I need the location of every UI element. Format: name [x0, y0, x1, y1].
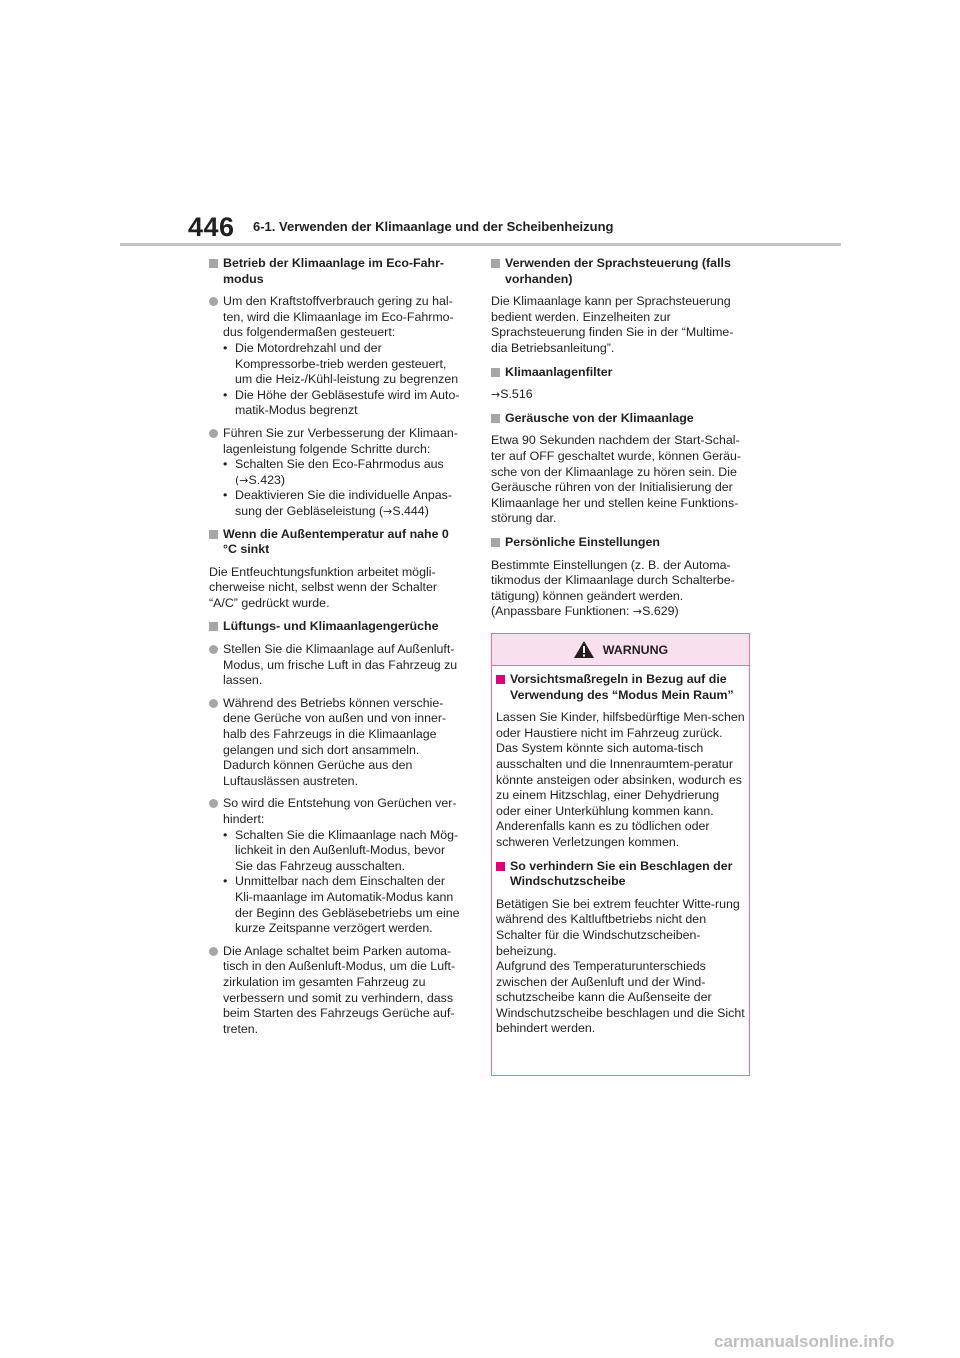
list-item: Um den Kraftstoffverbrauch gering zu hal-ten, wird die Klimaanlage im Eco-Fahrmo-dus folgendermaßen gesteuert: • Die Motordrehzahl und der Kompressorbe-trieb werden gesteuert, um die Heiz-/Kühl-leistung zu begrenzen • Die Höhe der Gebläsestufe wird im Auto-matik-Modus begrenzt: [209, 294, 465, 419]
warning-text-2b: Aufgrund des Temperaturunterschieds zwischen der Außenluft und der Wind-schutzscheibe kann die Außenseite der Windschutzscheibe beschlagen und die Sicht behindert werden.: [496, 959, 745, 1036]
eco-bullet-2-sub-1: Schalten Sie den Eco-Fahrmodus aus: [235, 457, 444, 472]
noise-heading: [491, 411, 749, 427]
warning-box: [491, 633, 750, 1076]
cold-heading: [209, 527, 465, 558]
warning-body: [492, 666, 749, 1037]
section-title: 6-1. Verwenden der Klimaanlage und der Scheibenheizung: [253, 219, 614, 234]
cold-text: Die Entfeuchtungsfunktion arbeitet mögli-cherweise nicht, selbst wenn der Schalter “A/C” gedrückt wurde.: [209, 564, 437, 610]
page-reference-link[interactable]: S.629): [642, 604, 679, 619]
round-bullet-icon: [209, 699, 218, 708]
warning-label: WARNUNG: [602, 642, 669, 657]
right-column: [491, 256, 749, 628]
list-item: [209, 944, 465, 1038]
smell-bullet-2: Während des Betriebs können verschie-dene Gerüche von außen und von inner-halb des Fahrzeugs in die Klimaanlage gelangen und sich dort ansammeln. Dadurch können Gerüche aus den Luftauslässen austreten.: [223, 695, 447, 788]
list-item: Führen Sie zur Verbesserung der Klimaan-lagenleistung folgende Schritte durch: • Schalten Sie den Eco-Fahrmodus aus (→S.423) • Deaktivieren Sie die individuelle Anpas-sung der Gebläseleistung (→S.444): [209, 426, 465, 520]
smell-bullet-1: Stellen Sie die Klimaanlage auf Außenluft-Modus, um frische Luft in das Fahrzeug zu lassen.: [223, 642, 458, 688]
eco-heading: [209, 256, 465, 287]
page-number: 446: [188, 212, 235, 242]
eco-bullet-2-sub-2: Deaktivieren Sie die individuelle Anpas-sung der Gebläseleistung (: [235, 488, 452, 518]
warning-heading-2-text: So verhindern Sie ein Beschlagen der Windschutzscheibe: [510, 858, 733, 889]
reference-arrow-icon: →: [491, 388, 501, 402]
square-bullet-icon: [491, 414, 500, 423]
warning-header: [492, 634, 749, 666]
list-item: [209, 642, 465, 689]
filter-heading: [491, 365, 749, 381]
page-reference-link[interactable]: S.516: [500, 387, 533, 402]
square-bullet-icon: [496, 675, 505, 684]
list-item: [209, 696, 465, 790]
warning-text-2a: Betätigen Sie bei extrem feuchter Witte-rung während des Kaltluftbetriebs nicht den Schalter für die Windschutzscheiben-beheizung.: [496, 896, 740, 958]
eco-heading-text: Betrieb der Klimaanlage im Eco-Fahr-modus: [223, 256, 445, 286]
smell-heading-text: Lüftungs- und Klimaanlagengerüche: [223, 619, 439, 634]
round-bullet-icon: [209, 645, 218, 654]
eco-bullet-1-sub-2: Die Höhe der Gebläsestufe wird im Auto-matik-Modus begrenzt: [235, 387, 460, 418]
round-bullet-icon: [209, 799, 218, 808]
smell-bullet-3-intro: So wird die Entstehung von Gerüchen ver-hindert:: [223, 796, 457, 826]
voice-text: Die Klimaanlage kann per Sprachsteuerung bedient werden. Einzelheiten zur Sprachsteuerung finden Sie in der “Multime-dia Betriebsanleitung”.: [491, 294, 734, 355]
noise-heading-text: Geräusche von der Klimaanlage: [505, 410, 694, 425]
square-bullet-icon: [491, 259, 500, 268]
round-bullet-icon: [209, 947, 218, 956]
reference-arrow-icon: →: [632, 605, 643, 619]
left-column: [209, 256, 465, 1044]
cold-heading-text: Wenn die Außentemperatur auf nahe 0 °C sinkt: [223, 526, 449, 557]
filter-reference: [491, 387, 749, 403]
eco-bullet-2-intro: Führen Sie zur Verbesserung der Klimaan-lagenleistung folgende Schritte durch:: [223, 425, 458, 456]
watermark: carmanualsonline.info: [714, 1332, 895, 1351]
smell-heading: [209, 619, 465, 635]
voice-heading: [491, 256, 749, 287]
list-item: So wird die Entstehung von Gerüchen ver-hindert: • Schalten Sie die Klimaanlage nach Mög-lichkeit in den Außenluft-Modus, bevor Sie das Fahrzeug ausschalten. • Unmittelbar nach dem Einschalten der Kli-maanlage im Automatik-Modus kann der Beginn des Gebläsebetriebs um eine kurze Zeitspanne verzögert werden.: [209, 796, 465, 936]
eco-bullet-1-intro: Um den Kraftstoffverbrauch gering zu hal-ten, wird die Klimaanlage im Eco-Fahrmo-dus folgendermaßen gesteuert:: [223, 294, 454, 340]
personal-heading: [491, 535, 749, 551]
smell-bullet-4: Die Anlage schaltet beim Parken automa-tisch in den Außenluft-Modus, um die Luft-zirkulation im gesamten Fahrzeug zu verbessern und somit zu verhindern, dass beim Starten des Fahrzeugs Gerüche auf-treten.: [223, 943, 456, 1036]
warning-heading-1: [496, 672, 745, 703]
round-bullet-icon: [209, 429, 218, 438]
square-bullet-icon: [496, 862, 505, 871]
personal-text-body: Bestimmte Einstellungen (z. B. der Automa-tikmodus der Klimaanlage durch Schalterbe-tätigung) können geändert werden. (Anpassbare Funktionen:: [491, 557, 735, 619]
warning-heading-1-text: Vorsichtsmaßregeln in Bezug auf die Verwendung des “Modus Mein Raum”: [510, 672, 734, 702]
personal-text: [491, 558, 749, 620]
smell-bullet-3-sub-1: Schalten Sie die Klimaanlage nach Mög-lichkeit in den Außenluft-Modus, bevor Sie das Fahrzeug ausschalten.: [235, 827, 459, 873]
page-reference-link[interactable]: S.423): [248, 472, 286, 487]
warning-text-1: Lassen Sie Kinder, hilfsbedürftige Men-schen oder Haustiere nicht im Fahrzeug zurück. Das System könnte sich automa-tisch ausschalten und die Innenraumtem-peratur könnte ansteigen oder absinken, wodurch es zu einem Hitzschlag, einer Dehydrierung oder einer Unterkühlung kommen kann. Anderenfalls kann es zu tödlichen oder schweren Verletzungen kommen.: [496, 710, 745, 849]
noise-text: Etwa 90 Sekunden nachdem der Start-Schal-ter auf OFF geschaltet wurde, können Geräu-sche von der Klimaanlage zu hören sein. Die Geräusche rühren von der Initialisierung der Klimaanlage her und stellen keine Funktions-störung dar.: [491, 433, 742, 526]
voice-heading-text: Verwenden der Sprachsteuerung (falls vorhanden): [505, 256, 731, 286]
square-bullet-icon: [491, 538, 500, 547]
personal-heading-text: Persönliche Einstellungen: [505, 534, 660, 549]
warning-heading-2: [496, 859, 745, 890]
square-bullet-icon: [491, 368, 500, 377]
header-divider: [120, 243, 841, 246]
square-bullet-icon: [209, 622, 218, 631]
warning-triangle-icon: [573, 640, 595, 659]
round-bullet-icon: [209, 297, 218, 306]
smell-bullet-3-sub-2: Unmittelbar nach dem Einschalten der Kli-maanlage im Automatik-Modus kann der Beginn des Gebläsebetriebs um eine kurze Zeitspanne verzögert werden.: [235, 874, 460, 936]
reference-arrow-icon: →: [383, 504, 393, 518]
eco-bullet-1-sub-1: Die Motordrehzahl und der Kompressorbe-trieb werden gesteuert, um die Heiz-/Kühl-leistung zu begrenzen: [235, 340, 459, 387]
filter-heading-text: Klimaanlagenfilter: [505, 364, 613, 379]
square-bullet-icon: [209, 530, 218, 539]
page-reference-link[interactable]: S.444): [392, 503, 429, 518]
reference-arrow-icon: (→: [235, 473, 249, 487]
square-bullet-icon: [209, 259, 218, 268]
